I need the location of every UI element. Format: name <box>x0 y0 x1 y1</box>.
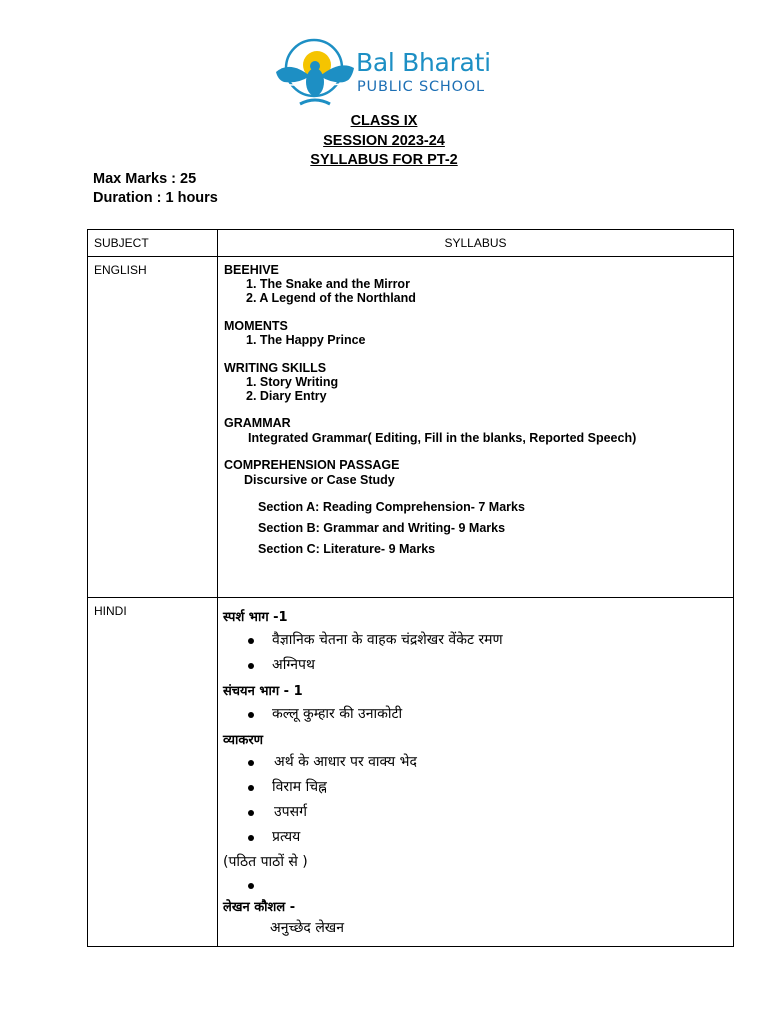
english-line: COMPREHENSION PASSAGE <box>224 458 400 472</box>
english-line: 1. The Snake and the Mirror <box>246 277 410 291</box>
english-syllabus-cell <box>218 257 734 598</box>
hindi-line: उपसर्ग <box>274 804 307 820</box>
bullet-icon <box>248 638 254 644</box>
school-subtitle: PUBLIC SCHOOL <box>357 79 485 95</box>
bullet-icon <box>248 883 254 889</box>
syllabus-heading: SYLLABUS FOR PT-2 <box>310 152 458 168</box>
hindi-line: व्याकरण <box>223 733 264 748</box>
table-row <box>88 598 734 947</box>
hindi-line: (पठित पाठों से ) <box>223 854 308 870</box>
school-name: Bal Bharati <box>356 48 491 77</box>
english-line: 2. Diary Entry <box>246 389 327 403</box>
hindi-line: प्रत्यय <box>272 829 301 845</box>
bullet-icon <box>248 810 254 816</box>
hindi-line: अग्निपथ <box>272 657 315 673</box>
subject-hindi: HINDI <box>88 598 218 947</box>
table-row <box>88 257 734 598</box>
exam-meta <box>93 170 218 208</box>
bullet-icon <box>248 712 254 718</box>
english-line: 1. Story Writing <box>246 375 339 389</box>
session-heading: SESSION 2023-24 <box>323 132 445 149</box>
english-line: BEEHIVE <box>224 263 279 277</box>
hindi-line: अर्थ के आधार पर वाक्य भेद <box>274 754 417 770</box>
english-line: Section C: Literature- 9 Marks <box>258 542 436 556</box>
english-line: Section A: Reading Comprehension- 7 Marks <box>258 500 525 514</box>
hindi-line: लेखन कौशल - <box>223 900 296 915</box>
duration: Duration : 1 hours <box>93 190 218 206</box>
english-line: MOMENTS <box>224 319 288 333</box>
hindi-syllabus-cell <box>218 598 734 947</box>
english-line: Section B: Grammar and Writing- 9 Marks <box>258 521 506 535</box>
hindi-line: अनुच्छेद लेखन <box>270 920 345 936</box>
english-line: Integrated Grammar( Editing, Fill in the blanks, Reported Speech) <box>248 431 637 445</box>
english-line: 1. The Happy Prince <box>246 333 366 347</box>
class-heading: CLASS IX <box>350 113 418 129</box>
max-marks: Max Marks : 25 <box>93 171 197 187</box>
english-line: GRAMMAR <box>224 416 291 430</box>
bullet-icon <box>248 760 254 766</box>
english-line: 2. A Legend of the Northland <box>246 291 416 305</box>
bullet-icon <box>248 835 254 841</box>
bullet-icon <box>248 785 254 791</box>
bullet-icon <box>248 663 254 669</box>
subject-english: ENGLISH <box>88 257 218 598</box>
subject-header: SUBJECT <box>88 230 218 257</box>
english-line: WRITING SKILLS <box>224 361 327 375</box>
hindi-line: वैज्ञानिक चेतना के वाहक चंद्रशेखर वेंकेट रमण <box>272 632 503 648</box>
english-line: Discursive or Case Study <box>244 473 395 487</box>
table-header-row <box>88 230 734 257</box>
hindi-line: संचयन भाग - 1 <box>223 684 303 699</box>
hindi-line: कल्लू कुम्हार की उनाकोटी <box>272 706 403 722</box>
syllabus-table <box>87 229 734 947</box>
hindi-line: स्पर्श भाग -1 <box>223 610 288 625</box>
syllabus-header: SYLLABUS <box>218 230 734 257</box>
hindi-line: विराम चिह्न <box>272 779 327 795</box>
document-headings <box>0 112 768 171</box>
school-logo <box>270 38 500 114</box>
school-emblem-icon <box>270 38 356 114</box>
